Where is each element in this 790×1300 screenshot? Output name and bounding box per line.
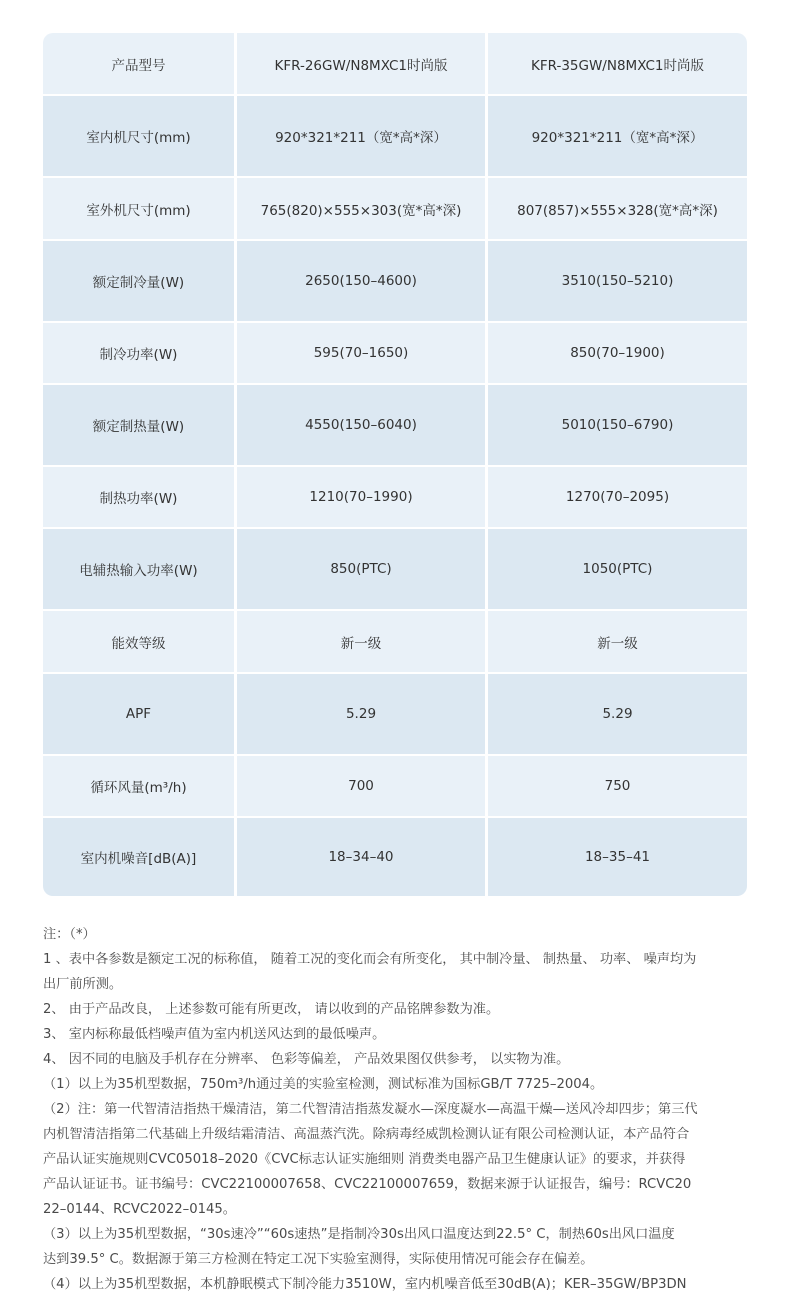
model-b-value: 850(70–1900)	[488, 323, 747, 383]
model-a-value: 765(820)×555×303(宽*高*深)	[237, 178, 485, 239]
row-label: 室外机尺寸(mm)	[43, 178, 234, 239]
table-row	[43, 818, 747, 896]
note-line: （1）以上为35机型数据，750m³/h通过美的实验室检测，测试标准为国标GB/T 7725–2004。	[43, 1077, 604, 1092]
note-line: （4）以上为35机型数据，本机静眠模式下制冷能力3510W，室内机噪音低至30dB(A)；KER–35GW/BP3DN	[43, 1277, 687, 1292]
row-label: 制冷功率(W)	[43, 323, 234, 383]
row-label: 额定制热量(W)	[43, 385, 234, 465]
table-row	[43, 529, 747, 609]
row-label: 产品型号	[43, 33, 234, 94]
table-row	[43, 33, 747, 94]
table-row	[43, 96, 747, 176]
model-b-value: 18–35–41	[488, 818, 747, 896]
model-a-value: 新一级	[237, 611, 485, 672]
model-b-value: 1270(70–2095)	[488, 467, 747, 527]
model-a-value: KFR-26GW/N8MXC1时尚版	[237, 33, 485, 94]
model-a-value: 2650(150–4600)	[237, 241, 485, 321]
note-line: 1 、表中各参数是额定工况的标称值， 随着工况的变化而会有所变化， 其中制冷量、 制热量、 功率、 噪声均为	[43, 952, 697, 967]
note-line: 产品认证实施规则CVC05018–2020《CVC标志认证实施细则 消费类电器产品卫生健康认证》的要求，并获得	[43, 1152, 686, 1167]
model-a-value: 920*321*211（宽*高*深）	[237, 96, 485, 176]
note-line: 内机智清洁指第二代基础上升级结霜清洁、高温蒸汽洗。除病毒经威凯检测认证有限公司检测认证，本产品符合	[43, 1127, 690, 1142]
model-a-value: 595(70–1650)	[237, 323, 485, 383]
model-b-value: 新一级	[488, 611, 747, 672]
notes-section	[43, 922, 748, 1297]
note-line: （3）以上为35机型数据，“30s速冷”“60s速热”是指制冷30s出风口温度达到22.5° C，制热60s出风口温度	[43, 1227, 675, 1242]
row-label: 循环风量(m³/h)	[43, 756, 234, 816]
model-b-value: 920*321*211（宽*高*深）	[488, 96, 747, 176]
spec-table	[43, 33, 747, 896]
note-line: 2、 由于产品改良， 上述参数可能有所更改， 请以收到的产品铭牌参数为准。	[43, 1002, 500, 1017]
row-label: 能效等级	[43, 611, 234, 672]
model-a-value: 5.29	[237, 674, 485, 754]
row-label: 室内机噪音[dB(A)]	[43, 818, 234, 896]
note-line: 4、 因不同的电脑及手机存在分辨率、 色彩等偏差， 产品效果图仅供参考， 以实物为准。	[43, 1052, 570, 1067]
model-b-value: 750	[488, 756, 747, 816]
row-label: 制热功率(W)	[43, 467, 234, 527]
note-line: （2）注：第一代智清洁指热干燥清洁，第二代智清洁指蒸发凝水—深度凝水—高温干燥—送风冷却四步；第三代	[43, 1102, 698, 1117]
model-a-value: 850(PTC)	[237, 529, 485, 609]
model-b-value: 5010(150–6790)	[488, 385, 747, 465]
table-row	[43, 385, 747, 465]
model-a-value: 700	[237, 756, 485, 816]
note-line: 3、 室内标称最低档噪声值为室内机送风达到的最低噪声。	[43, 1027, 386, 1042]
model-b-value: 5.29	[488, 674, 747, 754]
model-b-value: 1050(PTC)	[488, 529, 747, 609]
table-row	[43, 467, 747, 527]
table-row	[43, 241, 747, 321]
model-a-value: 4550(150–6040)	[237, 385, 485, 465]
table-row	[43, 178, 747, 239]
model-a-value: 18–34–40	[237, 818, 485, 896]
note-line: 注：（*）	[43, 927, 96, 942]
row-label: APF	[43, 674, 234, 754]
model-b-value: 807(857)×555×328(宽*高*深)	[488, 178, 747, 239]
note-line: 产品认证证书。证书编号：CVC22100007658、CVC22100007659，数据来源于认证报告，编号：RCVC20	[43, 1177, 692, 1192]
model-b-value: KFR-35GW/N8MXC1时尚版	[488, 33, 747, 94]
row-label: 室内机尺寸(mm)	[43, 96, 234, 176]
table-row	[43, 323, 747, 383]
row-label: 额定制冷量(W)	[43, 241, 234, 321]
model-b-value: 3510(150–5210)	[488, 241, 747, 321]
note-line: 22–0144、RCVC2022–0145。	[43, 1202, 236, 1217]
row-label: 电辅热输入功率(W)	[43, 529, 234, 609]
table-row	[43, 674, 747, 754]
model-a-value: 1210(70–1990)	[237, 467, 485, 527]
note-line: 达到39.5° C。数据源于第三方检测在特定工况下实验室测得，实际使用情况可能会存在偏差。	[43, 1252, 594, 1267]
table-row	[43, 611, 747, 672]
note-line: 出厂前所测。	[43, 977, 123, 992]
table-row	[43, 756, 747, 816]
